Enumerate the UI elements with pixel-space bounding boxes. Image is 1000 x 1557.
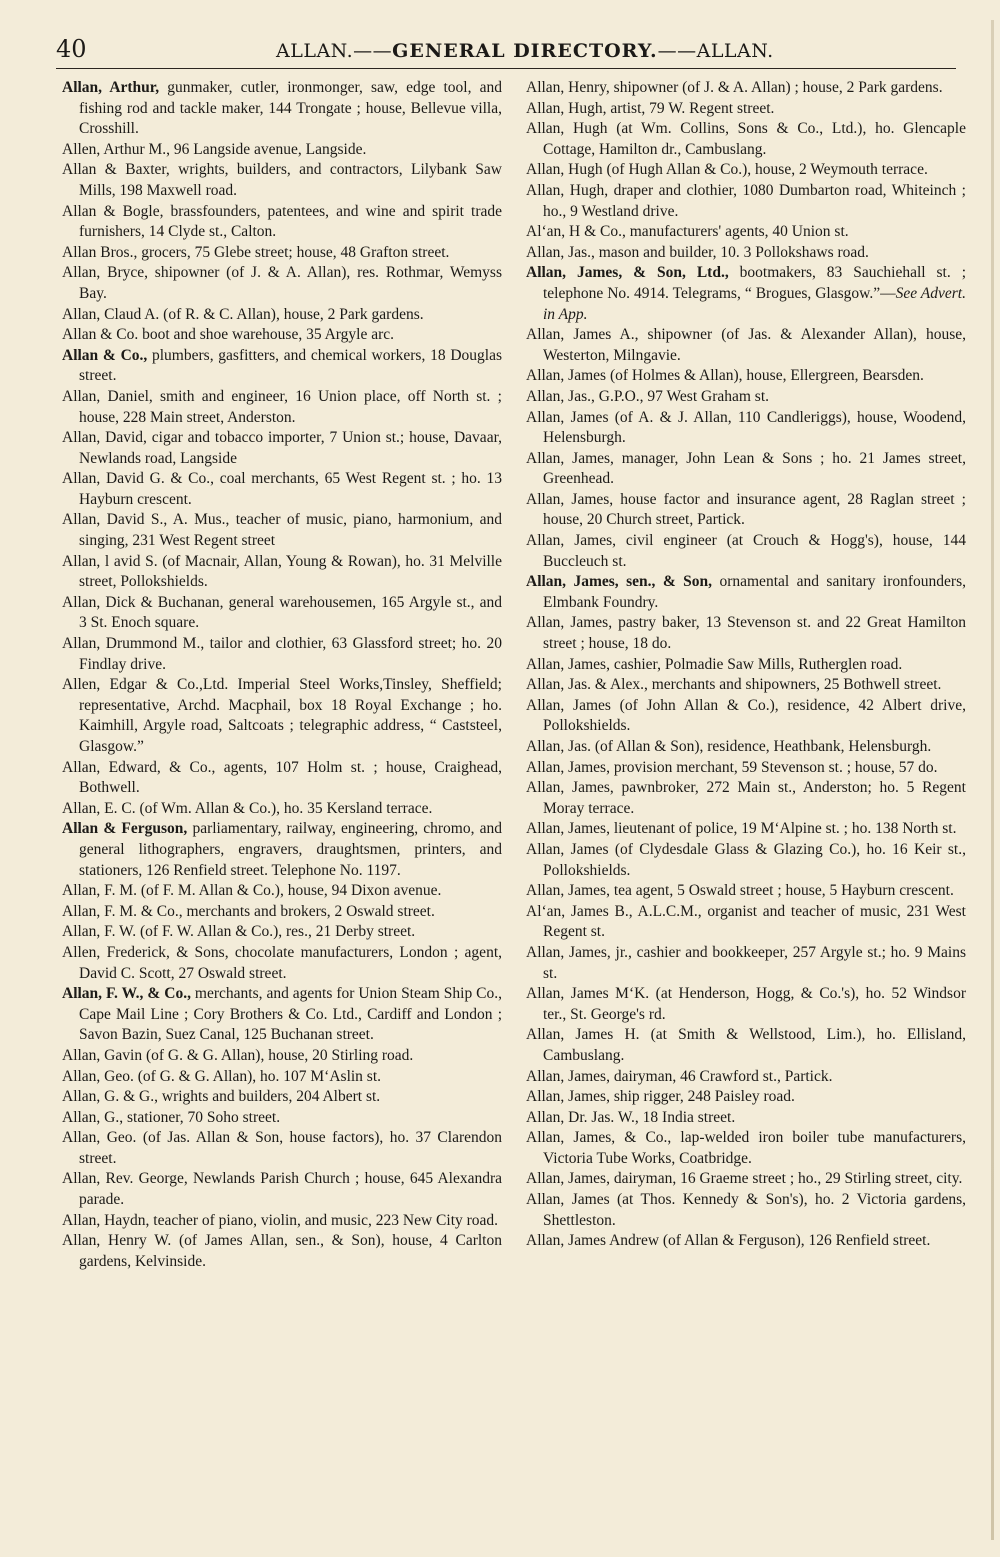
entry-text: Allan, E. C. (of Wm. Allan & Co.), ho. 35 Kersland terrace. [62, 799, 433, 817]
entry-text: Allan, James (of A. & J. Allan, 110 Candleriggs), house, Woodend, Helensburgh. [526, 408, 966, 447]
entry-text: Allan, Claud A. (of R. & C. Allan), house, 2 Park gardens. [62, 305, 424, 323]
entry-text: Allan, Rev. George, Newlands Parish Church ; house, 645 Alexandra parade. [62, 1170, 502, 1209]
entry-text: Allan, Jas. & Alex., merchants and shipowners, 25 Bothwell street. [526, 676, 942, 694]
directory-entry [62, 1108, 502, 1129]
entry-text: Allan, G., stationer, 70 Soho street. [62, 1108, 281, 1126]
directory-entry [526, 366, 966, 387]
entry-text: Allan, Jas., G.P.O., 97 West Graham st. [526, 387, 770, 405]
directory-entry [62, 1231, 502, 1272]
entry-text: Al‘an, H & Co., manufacturers' agents, 40 Union st. [526, 223, 849, 241]
running-head [276, 39, 774, 63]
entry-text: plumbers, gasfitters, and chemical workers, 18 Douglas street. [79, 346, 502, 385]
directory-entry [62, 387, 502, 428]
directory-entry [62, 305, 502, 326]
directory-entry [526, 449, 966, 490]
entry-text: Allan, James (of Holmes & Allan), house, Ellergreen, Bearsden. [526, 367, 924, 385]
directory-entry [526, 737, 966, 758]
entry-lead: Allan & Ferguson, [62, 820, 188, 838]
entry-text: Allan, Dr. Jas. W., 18 India street. [526, 1108, 736, 1126]
entry-text: Allan, James, dairyman, 16 Graeme street ; ho., 29 Stirling street, city. [526, 1170, 963, 1188]
directory-entry [526, 655, 966, 676]
entry-text: Allan, Dick & Buchanan, general warehousemen, 165 Argyle st., and 3 St. Enoch square. [62, 593, 502, 632]
directory-entry [526, 696, 966, 737]
entry-text: Allan, F. M. (of F. M. Allan & Co.), house, 94 Dixon avenue. [62, 882, 442, 900]
directory-entry [526, 263, 966, 325]
directory-entry [526, 572, 966, 613]
entry-text: Allan, Bryce, shipowner (of J. & A. Allan), res. Rothmar, Wemyss Bay. [62, 264, 502, 302]
directory-entry [526, 1067, 966, 1088]
entry-text: Allan, Drummond M., tailor and clothier, 63 Glassford street; ho. 20 Findlay drive. [62, 635, 502, 673]
directory-entry [526, 119, 966, 160]
entry-text: Allan, James, house factor and insurance agent, 28 Raglan street ; house, 20 Church street, Partick. [526, 490, 966, 529]
directory-entry [526, 1087, 966, 1108]
entry-text: Allan & Co. boot and shoe warehouse, 35 Argyle arc. [62, 326, 395, 344]
directory-entry [526, 1231, 966, 1252]
entry-text: Allan, James A., shipowner (of Jas. & Alexander Allan), house, Westerton, Milngavie. [526, 326, 966, 364]
entry-text: Allan, Henry, shipowner (of J. & A. Allan) ; house, 2 Park gardens. [526, 79, 943, 96]
directory-entry [526, 778, 966, 819]
entry-text: Allan, Daniel, smith and engineer, 16 Union place, off North st. ; house, 228 Main street, Anderston. [62, 387, 502, 426]
entry-text: Allan, Geo. (of G. & G. Allan), ho. 107 M‘Aslin st. [62, 1067, 382, 1085]
entry-text: Allen, Arthur M., 96 Langside avenue, Langside. [62, 140, 367, 158]
entry-text: Allan, James M‘K. (at Henderson, Hogg, & Co.'s), ho. 52 Windsor ter., St. George's rd. [526, 985, 966, 1023]
directory-entry [526, 902, 966, 943]
entry-text: Allan, James, provision merchant, 59 Stevenson st. ; house, 57 do. [526, 758, 938, 776]
directory-entry [526, 840, 966, 881]
entry-text: Allan, James, cashier, Polmadie Saw Mills, Rutherglen road. [526, 655, 903, 673]
directory-entry [62, 552, 502, 593]
entry-italic: See Advert. in App. [543, 284, 966, 323]
directory-entry [62, 593, 502, 634]
entry-text: Allan, James, jr., cashier and bookkeeper, 257 Argyle st.; ho. 9 Mains st. [526, 943, 966, 982]
directory-entry [526, 99, 966, 120]
directory-entry [62, 881, 502, 902]
directory-entry [62, 758, 502, 799]
entry-text: Allan, James, & Co., lap-welded iron boiler tube manufacturers, Victoria Tube Works, Coatbridge. [526, 1129, 966, 1167]
entry-text: Allan, Gavin (of G. & G. Allan), house, 20 Stirling road. [62, 1046, 414, 1064]
entry-text: Allan, James, manager, John Lean & Sons ; ho. 21 James street, Greenhead. [526, 449, 966, 488]
directory-entry [526, 181, 966, 222]
directory-entry [62, 1087, 502, 1108]
directory-entry [62, 469, 502, 510]
entry-text: Allan, James (of John Allan & Co.), residence, 42 Albert drive, Pollokshields. [526, 696, 966, 735]
directory-entry [526, 531, 966, 572]
entry-text: Allan, James, pastry baker, 13 Stevenson st. and 22 Great Hamilton street ; house, 18 do. [526, 614, 966, 653]
entry-text: Allan, James, tea agent, 5 Oswald street ; house, 5 Hayburn crescent. [526, 882, 954, 900]
directory-entry [62, 78, 502, 140]
directory-entry [526, 243, 966, 264]
entry-text: merchants, and agents for Union Steam Ship Co., Cape Mail Line ; Cory Brothers & Co. Ltd., Cardiff and London ; Savon Bazin, Suez Canal, 125 Buchanan street. [79, 985, 502, 1044]
entry-lead: Allan, F. W., & Co., [62, 985, 191, 1003]
directory-entry [62, 1067, 502, 1088]
directory-entry [526, 1128, 966, 1169]
entry-lead: Allan, James, sen., & Son, [526, 573, 713, 591]
running-head-right: ALLAN. [696, 40, 774, 62]
entry-text: Allan, Jas. (of Allan & Son), residence, Heathbank, Helensburgh. [526, 738, 932, 755]
directory-entry [62, 1046, 502, 1067]
directory-entry [526, 613, 966, 654]
directory-entry [62, 346, 502, 387]
page-header [56, 34, 956, 69]
directory-entry [62, 160, 502, 201]
directory-entry [62, 943, 502, 984]
entry-text: Allan, David, cigar and tobacco importer, 7 Union st.; house, Davaar, Newlands road, Langside [62, 429, 502, 467]
directory-entry [526, 1108, 966, 1129]
entry-text: Allan, Edward, & Co., agents, 107 Holm st. ; house, Craighead, Bothwell. [62, 758, 502, 797]
directory-entry [62, 325, 502, 346]
page-number: 40 [56, 35, 87, 63]
directory-entry [62, 140, 502, 161]
entry-text: Allan & Bogle, brassfounders, patentees, and wine and spirit trade furnishers, 14 Clyde st., Calton. [62, 202, 502, 241]
entry-text: Allan, David S., A. Mus., teacher of music, piano, harmonium, and singing, 231 West Regent street [62, 511, 502, 550]
running-head-dash-left: —— [353, 40, 393, 62]
entry-text: Allan, Hugh (at Wm. Collins, Sons & Co., Ltd.), ho. Glencaple Cottage, Hamilton dr., Cambuslang. [526, 120, 966, 158]
entry-text: ornamental and sanitary ironfounders, Elmbank Foundry. [543, 573, 966, 611]
right-column [526, 78, 966, 1252]
entry-text: gunmaker, cutler, ironmonger, saw, edge tool, and fishing rod and tackle maker, 144 Trongate ; house, Bellevue villa, Crosshill. [79, 79, 502, 138]
directory-entry [526, 758, 966, 779]
directory-entry [526, 1190, 966, 1231]
directory-entry [526, 675, 966, 696]
directory-entry [526, 387, 966, 408]
directory-entry [62, 1169, 502, 1210]
entry-text: Allan, James, pawnbroker, 272 Main st., Anderston; ho. 5 Regent Moray terrace. [526, 779, 966, 817]
directory-entry [62, 263, 502, 304]
entry-text: Allan, James (at Thos. Kennedy & Son's), ho. 2 Victoria gardens, Shettleston. [526, 1191, 966, 1229]
directory-entry [62, 922, 502, 943]
left-column [62, 78, 502, 1272]
entry-lead: Allan & Co., [62, 346, 148, 364]
directory-entry [62, 202, 502, 243]
entry-text: Allan, Jas., mason and builder, 10. 3 Pollokshaws road. [526, 243, 869, 261]
running-head-title: GENERAL DIRECTORY. [392, 40, 658, 62]
directory-entry [526, 1169, 966, 1190]
directory-entry [62, 510, 502, 551]
directory-entry [526, 943, 966, 984]
entry-text: Allan, David G. & Co., coal merchants, 65 West Regent st. ; ho. 13 Hayburn crescent. [62, 470, 502, 508]
directory-entry [62, 243, 502, 264]
directory-entry [62, 799, 502, 820]
directory-entry [526, 325, 966, 366]
directory-entry [526, 881, 966, 902]
directory-entry [526, 490, 966, 531]
directory-entry [526, 819, 966, 840]
directory-entry [62, 819, 502, 881]
entry-text: Allan, Hugh (of Hugh Allan & Co.), house, 2 Weymouth terrace. [526, 161, 928, 179]
directory-entry [62, 902, 502, 923]
directory-entry [526, 1025, 966, 1066]
directory-entry [62, 984, 502, 1046]
directory-entry [526, 78, 966, 99]
directory-entry [62, 1128, 502, 1169]
entry-text: Allen, Frederick, & Sons, chocolate manufacturers, London ; agent, David C. Scott, 27 Oswald street. [62, 943, 502, 982]
directory-entry [62, 634, 502, 675]
running-head-dash-right: —— [657, 40, 697, 62]
directory-entry [62, 1211, 502, 1232]
entry-text: Allan, F. M. & Co., merchants and brokers, 2 Oswald street. [62, 902, 435, 920]
entry-text: Allan, James (of Clydesdale Glass & Glazing Co.), ho. 16 Keir st., Pollokshields. [526, 840, 966, 879]
directory-entry [62, 675, 502, 757]
entry-text: Al‘an, James B., A.L.C.M., organist and teacher of music, 231 West Regent st. [526, 902, 966, 941]
entry-text: Allan, James, lieutenant of police, 19 M‘Alpine st. ; ho. 138 North st. [526, 820, 957, 838]
entry-lead: Allan, James, & Son, Ltd., [526, 264, 729, 282]
entry-text: bootmakers, 83 Sauchiehall st. ; telephone No. 4914. Telegrams, “ Brogues, Glasgow.”— [543, 264, 966, 302]
entry-text: Allan Bros., grocers, 75 Glebe street; house, 48 Grafton street. [62, 243, 450, 261]
entry-text: Allan, Hugh, artist, 79 W. Regent street. [526, 99, 775, 117]
entry-text: Allan, James, dairyman, 46 Crawford st., Partick. [526, 1067, 833, 1085]
entry-text: Allan, James, ship rigger, 248 Paisley road. [526, 1088, 795, 1106]
running-head-left: ALLAN. [276, 40, 354, 62]
entry-text: Allan & Baxter, wrights, builders, and contractors, Lilybank Saw Mills, 198 Maxwell road. [62, 161, 502, 199]
directory-entry [526, 222, 966, 243]
entry-text: Allan, G. & G., wrights and builders, 204 Albert st. [62, 1088, 381, 1106]
entry-text: Allan, F. W. (of F. W. Allan & Co.), res., 21 Derby street. [62, 923, 416, 941]
entry-text: Allan, Geo. (of Jas. Allan & Son, house factors), ho. 37 Clarendon street. [62, 1129, 502, 1167]
entry-text: Allan, James Andrew (of Allan & Ferguson), 126 Renfield street. [526, 1232, 931, 1250]
entry-text: Allan, James, civil engineer (at Crouch & Hogg's), house, 144 Buccleuch st. [526, 532, 966, 570]
directory-entry [526, 984, 966, 1025]
page-edge [991, 20, 994, 1540]
directory-entry [526, 160, 966, 181]
entry-text: Allan, Hugh, draper and clothier, 1080 Dumbarton road, Whiteinch ; ho., 9 Westland drive. [526, 181, 966, 220]
entry-text: Allan, l avid S. (of Macnair, Allan, Young & Rowan), ho. 31 Melville street, Pollokshields. [62, 552, 502, 591]
entry-text: Allan, Haydn, teacher of piano, violin, and music, 223 New City road. [62, 1211, 499, 1229]
directory-entry [62, 428, 502, 469]
entry-lead: Allan, Arthur, [62, 79, 160, 96]
entry-text: Allen, Edgar & Co.,Ltd. Imperial Steel Works,Tinsley, Sheffield; representative, Archd. Macphail, box 18 Royal Exchange ; ho. Kaimhill, Argyle road, Saltcoats ; telegraphic address, “ Caststeel, Glasgow.” [62, 676, 502, 755]
entry-text: Allan, James H. (at Smith & Wellstood, Lim.), ho. Ellisland, Cambuslang. [526, 1026, 966, 1064]
entry-text: parliamentary, railway, engineering, chromo, and general lithographers, engravers, draughtsmen, printers, and stationers, 126 Renfield street. Telephone No. 1197. [79, 820, 502, 879]
directory-entry [526, 408, 966, 449]
entry-text: Allan, Henry W. (of James Allan, sen., & Son), house, 4 Carlton gardens, Kelvinside. [62, 1232, 502, 1270]
